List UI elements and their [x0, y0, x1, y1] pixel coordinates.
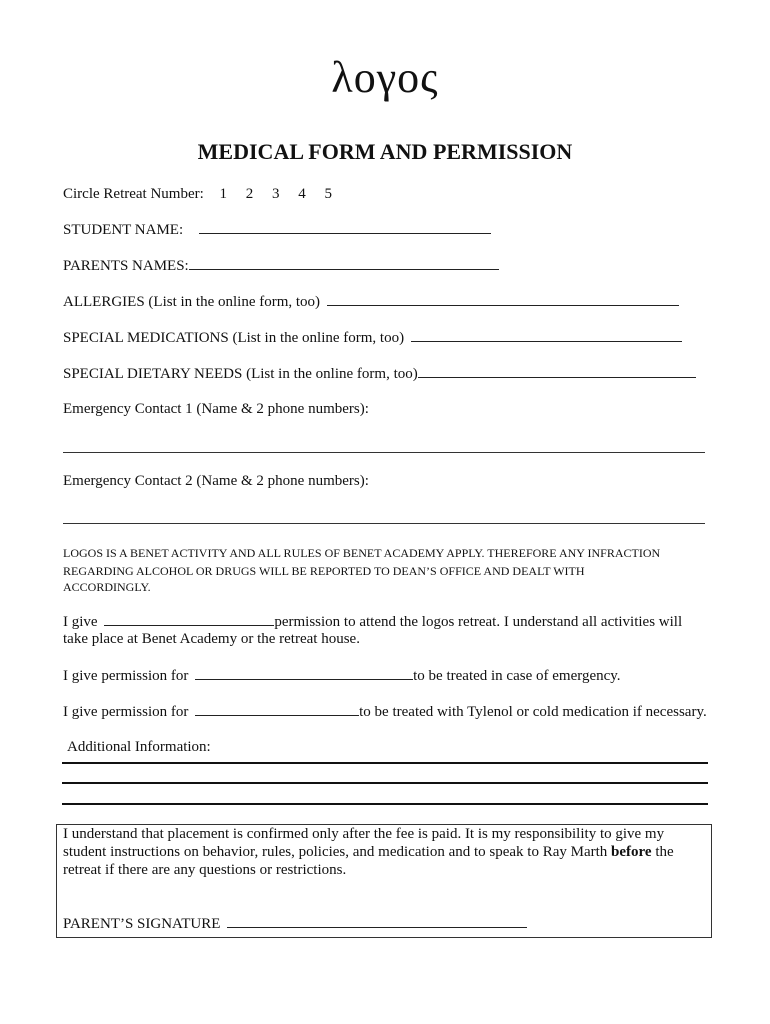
agreement-line-2 — [63, 844, 674, 861]
signature-label: PARENT’S SIGNATURE — [63, 916, 221, 932]
agreement-line-1: I understand that placement is confirmed only after the fee is paid. It is my responsibility to give my — [63, 826, 665, 842]
notice-line-2: REGARDING ALCOHOL OR DRUGS WILL BE REPORTED TO DEAN’S OFFICE AND DEALT WITH — [63, 564, 585, 578]
attend-line-2: take place at Benet Academy or the retreat house. — [63, 631, 360, 647]
signature-row — [63, 915, 527, 933]
tylenol-permission-suffix: to be treated with Tylenol or cold medication if necessary. — [359, 704, 707, 720]
tylenol-permission-field[interactable] — [195, 703, 359, 716]
student-name-field[interactable] — [199, 221, 491, 234]
agreement-line-2-start: student instructions on behavior, rules, policies, and medication and to speak to Ray Marth — [63, 844, 608, 860]
emergency-contact-1-label: Emergency Contact 1 (Name & 2 phone numbers): — [63, 401, 369, 417]
agreement-line-3: retreat if there are any questions or restrictions. — [63, 862, 347, 878]
allergies-field[interactable] — [327, 293, 679, 306]
tylenol-permission-row — [63, 703, 707, 721]
medications-row — [63, 329, 682, 347]
allergies-label: ALLERGIES (List in the online form, too) — [63, 294, 321, 310]
additional-info-label: Additional Information: — [67, 739, 211, 755]
attend-permission-row — [63, 613, 682, 631]
agreement-line-2-end: the — [655, 844, 674, 860]
parents-names-row — [63, 257, 499, 275]
emergency-contact-2-label: Emergency Contact 2 (Name & 2 phone numbers): — [63, 473, 369, 489]
medications-field[interactable] — [411, 329, 682, 342]
attend-suffix: permission to attend the logos retreat. I understand all activities will — [274, 614, 683, 630]
additional-info-line-3[interactable] — [62, 803, 708, 805]
retreat-option-5[interactable]: 5 — [324, 186, 333, 202]
emergency-permission-prefix: I give permission for — [63, 668, 189, 684]
student-name-row — [63, 221, 491, 239]
allergies-row — [63, 293, 679, 311]
additional-info-line-2[interactable] — [62, 782, 708, 784]
additional-info-line-1[interactable] — [62, 762, 708, 764]
retreat-number-label: Circle Retreat Number: — [63, 186, 204, 202]
parents-names-label: PARENTS NAMES: — [63, 258, 189, 274]
dietary-field[interactable] — [418, 365, 696, 378]
medications-label: SPECIAL MEDICATIONS (List in the online form, too) — [63, 330, 405, 346]
parents-names-field[interactable] — [189, 257, 499, 270]
emergency-permission-field[interactable] — [195, 667, 413, 680]
tylenol-permission-prefix: I give permission for — [63, 704, 189, 720]
logo-title: λογος — [331, 53, 439, 102]
emergency-permission-suffix: to be treated in case of emergency. — [413, 668, 621, 684]
page-title: MEDICAL FORM AND PERMISSION — [197, 139, 573, 164]
emergency-contact-2-field[interactable] — [63, 523, 705, 524]
retreat-option-2[interactable]: 2 — [245, 186, 254, 202]
notice-line-3: ACCORDINGLY. — [63, 580, 151, 594]
retreat-number-row — [63, 186, 347, 203]
agreement-emphasis: before — [611, 844, 652, 860]
retreat-option-3[interactable]: 3 — [272, 186, 280, 202]
emergency-contact-1-field[interactable] — [63, 452, 705, 453]
dietary-label: SPECIAL DIETARY NEEDS (List in the online form, too) — [63, 366, 418, 382]
retreat-option-4[interactable]: 4 — [298, 186, 306, 202]
notice-line-1: LOGOS IS A BENET ACTIVITY AND ALL RULES OF BENET ACADEMY APPLY. THEREFORE ANY INFRACTION — [63, 546, 661, 560]
attend-name-field[interactable] — [104, 613, 274, 626]
emergency-permission-row — [63, 667, 621, 685]
retreat-option-1[interactable]: 1 — [219, 186, 228, 202]
signature-field[interactable] — [227, 915, 527, 928]
dietary-row — [63, 365, 696, 383]
student-name-label: STUDENT NAME: — [63, 222, 184, 238]
attend-prefix: I give — [63, 614, 98, 630]
